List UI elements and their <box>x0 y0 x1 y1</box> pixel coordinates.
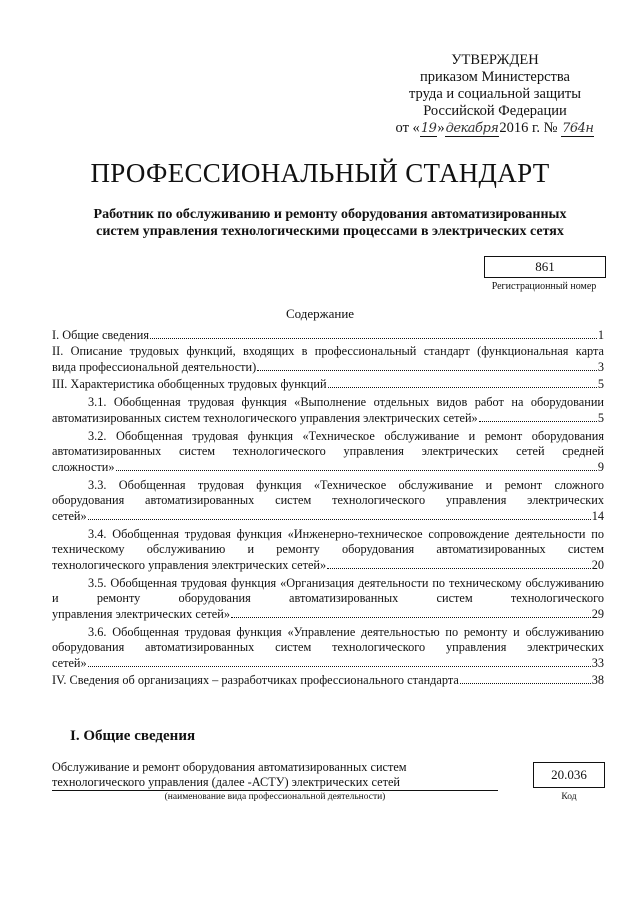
toc-entry-label: автоматизированных систем технологического управления электрических сетей» <box>52 411 478 425</box>
toc-entry-label: технологического управления электрических сетей» <box>52 558 327 572</box>
toc-entry-last-line <box>52 672 604 688</box>
toc-page-number: 1 <box>597 328 604 342</box>
toc-entry <box>52 576 604 622</box>
approval-line-2: приказом Министерства <box>420 69 570 85</box>
toc-leader-dots <box>231 606 591 618</box>
toc-leader-dots <box>116 459 597 471</box>
registration-number-label: Регистрационный номер <box>491 281 597 292</box>
activity-code-box: 20.036 <box>533 762 605 788</box>
toc-entry-label: IV. Сведения об организациях – разработчиках профессионального стандарта <box>52 673 459 687</box>
date-year: 2016 г. № <box>499 120 558 136</box>
toc-leader-dots <box>150 327 597 339</box>
toc-entry <box>52 672 604 688</box>
handwritten-month: декабря <box>445 121 499 136</box>
toc-leader-dots <box>257 359 597 371</box>
approval-line-4: Российской Федерации <box>423 103 567 119</box>
toc-page-number: 5 <box>597 411 604 425</box>
toc-entry-label: сетей» <box>52 509 87 523</box>
handwritten-order-number: 764н <box>562 121 594 136</box>
toc-entry-text: 3.5. Обобщенная трудовая функция «Организация деятельности по техническому обслуживанию и ремонту оборудования автоматизированных систем технологического <box>52 576 604 605</box>
toc-leader-dots <box>328 376 597 388</box>
toc-page-number: 14 <box>591 509 604 523</box>
toc-entry-last-line <box>52 410 604 426</box>
toc-entry-text: 3.3. Обобщенная трудовая функция «Техническое обслуживание и ремонт сложного оборудования автоматизированных систем технологического управления электрических <box>52 478 604 507</box>
approval-block <box>380 52 610 137</box>
toc-entry-text: 3.6. Обобщенная трудовая функция «Управление деятельностью по ремонту и обслуживанию оборудования автоматизированных систем технологического управления электрических <box>52 625 604 654</box>
approval-line-1: УТВЕРЖДЕН <box>451 52 539 68</box>
toc-entry <box>52 344 604 375</box>
approval-line-3: труда и социальной защиты <box>409 86 581 102</box>
section-heading: I. Общие сведения <box>70 728 196 744</box>
date-prefix: от « <box>395 120 420 136</box>
toc-leader-dots <box>460 672 591 684</box>
standard-name-line-2: систем управления технологическими процессами в электрических сетях <box>96 224 564 239</box>
document-title: ПРОФЕССИОНАЛЬНЫЙ СТАНДАРТ <box>90 158 550 188</box>
toc-entry <box>52 327 604 343</box>
toc-entry-text: 3.1. Обобщенная трудовая функция «Выполнение отдельных видов работ на оборудовании <box>88 395 604 409</box>
toc-entry-label: III. Характеристика обобщенных трудовых функций <box>52 377 327 391</box>
toc-entry <box>52 625 604 671</box>
toc-page-number: 38 <box>591 673 604 687</box>
toc-entry <box>52 478 604 524</box>
toc-entry-last-line <box>52 557 604 573</box>
approval-date-line <box>380 120 610 137</box>
toc-leader-dots <box>88 655 591 667</box>
toc-entry-text: 3.2. Обобщенная трудовая функция «Техническое обслуживание и ремонт оборудования автоматизированных систем технологического управления электрических сетей средней <box>52 429 604 458</box>
handwritten-day: 19 <box>420 121 437 136</box>
toc-heading: Содержание <box>285 306 355 321</box>
toc-leader-dots <box>88 508 591 520</box>
toc-page-number: 3 <box>597 360 604 374</box>
activity-caption: (наименование вида профессиональной деятельности) <box>164 792 386 802</box>
toc-entry <box>52 429 604 475</box>
toc-page-number: 9 <box>597 460 604 474</box>
toc-entry-label: вида профессиональной деятельности) <box>52 360 257 374</box>
toc-entry-last-line <box>52 459 604 475</box>
table-of-contents <box>52 326 604 688</box>
toc-entry-text: II. Описание трудовых функций, входящих в профессиональный стандарт (функциональная карта <box>52 344 604 358</box>
activity-type-field <box>52 760 498 791</box>
toc-entry-label: управления электрических сетей» <box>52 607 230 621</box>
toc-entry-label: I. Общие сведения <box>52 328 149 342</box>
toc-entry-text: 3.4. Обобщенная трудовая функция «Инженерно-техническое сопровождение деятельности по техническому обслуживанию и ремонту оборудования автоматизированных систем <box>52 527 604 556</box>
toc-entry-last-line <box>52 376 604 392</box>
date-day-close: » <box>437 120 445 136</box>
toc-entry-last-line <box>52 327 604 343</box>
toc-entry-last-line <box>52 508 604 524</box>
toc-page-number: 20 <box>591 558 604 572</box>
toc-page-number: 33 <box>591 656 604 670</box>
toc-entry <box>52 527 604 573</box>
toc-page-number: 29 <box>591 607 604 621</box>
standard-name-line-1: Работник по обслуживанию и ремонту оборудования автоматизированных <box>93 207 567 222</box>
activity-line-1: Обслуживание и ремонт оборудования автоматизированных систем <box>52 760 407 774</box>
toc-entry-last-line <box>52 359 604 375</box>
toc-entry-label: сложности» <box>52 460 115 474</box>
activity-code-caption: Код <box>561 792 577 802</box>
toc-entry <box>52 395 604 426</box>
toc-leader-dots <box>327 557 591 569</box>
toc-entry-label: сетей» <box>52 656 87 670</box>
registration-number-box: 861 <box>484 256 606 278</box>
toc-entry <box>52 376 604 392</box>
toc-page-number: 5 <box>597 377 604 391</box>
activity-line-2: технологического управления (далее -АСТУ) электрических сетей <box>52 775 498 791</box>
standard-name <box>40 206 620 240</box>
toc-entry-last-line <box>52 655 604 671</box>
toc-entry-last-line <box>52 606 604 622</box>
toc-leader-dots <box>479 410 597 422</box>
